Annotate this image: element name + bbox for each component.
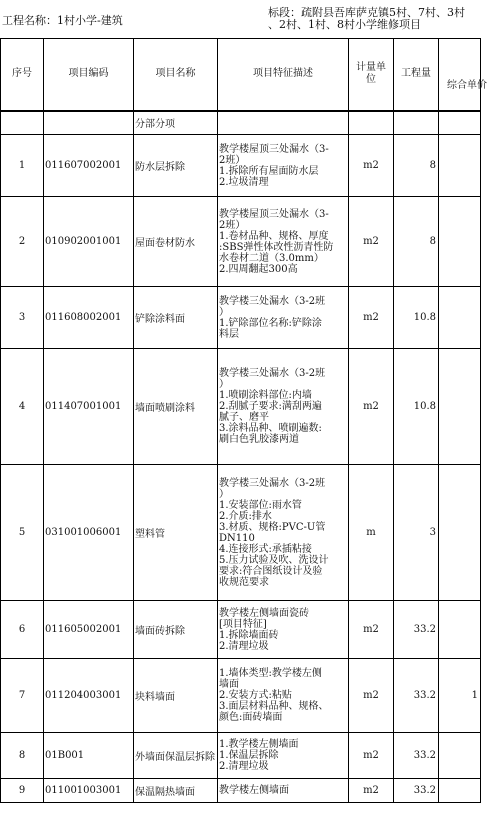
desc-line: 5.压力试验及吹、洗设计 — [219, 554, 329, 566]
desc-line: 2.四周翻起300高 — [219, 263, 298, 275]
qty-cell: 33.2 — [394, 733, 439, 779]
desc-line: 1.教学楼左侧墙面 — [219, 739, 299, 750]
unit-cell: m — [349, 465, 394, 601]
unit-cell: m2 — [349, 287, 394, 349]
name-cell: 塑料管 — [134, 465, 218, 601]
desc-line: 1.墙体类型:教学楼左侧 — [219, 668, 322, 679]
code-cell: 011607002001 — [44, 135, 134, 197]
seq-cell: 2 — [1, 197, 44, 287]
code-cell: 011407001001 — [44, 349, 134, 465]
table-row — [1, 779, 481, 803]
table-row — [1, 287, 481, 349]
desc-line: 2.介质:排水 — [219, 510, 272, 522]
table-row — [1, 465, 481, 601]
unit-cell: m2 — [349, 779, 394, 803]
desc-cell — [218, 287, 349, 349]
col-qty: 工程量 — [394, 39, 439, 111]
code-cell: 011608002001 — [44, 287, 134, 349]
qty-cell: 10.8 — [394, 349, 439, 465]
desc-line: 教学楼三处漏水（3-2班 — [219, 368, 326, 379]
desc-cell — [218, 601, 349, 659]
desc-line: 教学楼屋顶三处漏水（3- — [219, 143, 329, 155]
bill-table — [0, 38, 487, 803]
desc-cell — [218, 135, 349, 197]
seq-cell: 1 — [1, 135, 44, 197]
qty-cell: 8 — [394, 197, 439, 287]
qty-cell: 3 — [394, 465, 439, 601]
col-price: 综合单价 — [439, 39, 481, 111]
desc-cell — [218, 733, 349, 779]
code-cell: 011001003001 — [44, 779, 134, 803]
desc-line: 2.清理垃圾 — [219, 761, 269, 772]
col-seq: 序号 — [1, 39, 44, 111]
qty-cell: 33.2 — [394, 601, 439, 659]
desc-line: DN110 — [219, 532, 255, 544]
price-cell: 1 — [439, 659, 481, 733]
qty-cell: 10.8 — [394, 287, 439, 349]
desc-line: 4.连接形式:承插粘接 — [219, 543, 312, 555]
desc-cell — [218, 349, 349, 465]
desc-line: 要求:符合图纸设计及验 — [219, 565, 323, 577]
desc-line: 2.安装方式:粘贴 — [219, 690, 292, 701]
qty-cell: 8 — [394, 135, 439, 197]
seq-cell: 4 — [1, 349, 44, 465]
desc-cell — [218, 779, 349, 803]
qty-cell: 33.2 — [394, 659, 439, 733]
desc-line: 水卷材二道（3.0mm） — [219, 252, 324, 264]
desc-line: 1.保温层拆除 — [219, 750, 279, 761]
desc-line: :SBS弹性体改性沥青性防 — [219, 241, 334, 253]
price-cell — [439, 349, 481, 465]
desc-line: 收规范要求 — [219, 576, 269, 588]
seq-cell: 5 — [1, 465, 44, 601]
section-line-2: 、2村、1村、8村小学维修项目 — [268, 18, 421, 31]
seq-cell: 6 — [1, 601, 44, 659]
table-row — [1, 659, 481, 733]
name-cell: 防水层拆除 — [134, 135, 218, 197]
col-desc: 项目特征描述 — [218, 39, 349, 111]
desc-line: ） — [219, 379, 229, 390]
qty-cell: 33.2 — [394, 779, 439, 803]
desc-line: 料层 — [219, 328, 239, 340]
desc-line: 墙面 — [219, 679, 239, 690]
desc-line: 1.铲除部位名称:铲除涂 — [219, 317, 322, 329]
desc-line: 教学楼左侧墙面 — [219, 785, 289, 796]
unit-cell: m2 — [349, 349, 394, 465]
desc-line: 2班） — [219, 219, 246, 231]
desc-cell — [218, 659, 349, 733]
desc-line: 1.拆除墙面砖 — [219, 629, 279, 641]
desc-line: 3.面层材料品种、规格、 — [219, 701, 329, 712]
desc-line: 2.清理垃圾 — [219, 640, 269, 652]
name-cell: 保温隔热墙面 — [134, 779, 218, 803]
code-cell: 01B001 — [44, 733, 134, 779]
name-cell: 块料墙面 — [134, 659, 218, 733]
desc-line: 教学楼三处漏水（3-2班 — [219, 477, 326, 489]
section-line-1: 标段：疏附县吾库萨克镇5村、7村、3村 — [268, 6, 465, 19]
code-cell: 011605002001 — [44, 601, 134, 659]
name-cell: 铲除涂料面 — [134, 287, 218, 349]
desc-line: 3.材质、规格:PVC-U管 — [219, 521, 326, 533]
section-info — [268, 7, 478, 31]
name-cell: 墙面砖拆除 — [134, 601, 218, 659]
desc-line: 刷白色乳胶漆两道 — [219, 434, 299, 445]
desc-line: 颜色:面砖墙面 — [219, 712, 283, 723]
col-unit: 计量单位 — [349, 39, 394, 111]
desc-line: 2.刮腻子要求:满刮两遍 — [219, 401, 322, 412]
desc-line: 1.安装部位:雨水管 — [219, 499, 302, 511]
desc-line: 2班） — [219, 154, 246, 166]
desc-cell — [218, 465, 349, 601]
code-cell: 011204003001 — [44, 659, 134, 733]
table-row — [1, 197, 481, 287]
desc-line: ） — [219, 488, 229, 500]
price-cell — [439, 601, 481, 659]
section-label: 分部分项 — [134, 111, 218, 135]
price-cell — [439, 465, 481, 601]
price-cell — [439, 733, 481, 779]
name-cell: 墙面喷刷涂料 — [134, 349, 218, 465]
desc-line: 教学楼屋顶三处漏水（3- — [219, 208, 329, 220]
price-cell — [439, 287, 481, 349]
price-cell — [439, 197, 481, 287]
desc-line: 腻子、磨平 — [219, 412, 269, 423]
desc-line: 3.涂料品种、喷刷遍数: — [219, 423, 322, 434]
col-code: 项目编码 — [44, 39, 134, 111]
unit-cell: m2 — [349, 659, 394, 733]
desc-line: 1.喷刷涂料部位:内墙 — [219, 390, 312, 401]
unit-cell: m2 — [349, 197, 394, 287]
seq-cell: 7 — [1, 659, 44, 733]
desc-line: 2.垃圾清理 — [219, 176, 269, 188]
table-row — [1, 349, 481, 465]
table-row — [1, 135, 481, 197]
table-row — [1, 733, 481, 779]
desc-line: 1.拆除所有屋面防水层 — [219, 165, 319, 177]
seq-cell: 3 — [1, 287, 44, 349]
project-name: 工程名称：1村小学-建筑 — [2, 14, 123, 27]
unit-cell: m2 — [349, 733, 394, 779]
desc-line: 教学楼三处漏水（3-2班 — [219, 295, 326, 307]
seq-cell: 9 — [1, 779, 44, 803]
desc-cell — [218, 197, 349, 287]
desc-line: 教学楼左侧墙面瓷砖 — [219, 607, 309, 619]
col-name: 项目名称 — [134, 39, 218, 111]
code-cell: 031001006001 — [44, 465, 134, 601]
name-cell: 屋面卷材防水 — [134, 197, 218, 287]
price-cell — [439, 135, 481, 197]
price-cell — [439, 779, 481, 803]
desc-line: 1.卷材品种、规格、厚度 — [219, 230, 329, 242]
table-row — [1, 601, 481, 659]
seq-cell: 8 — [1, 733, 44, 779]
name-cell: 外墙面保温层拆除 — [134, 733, 218, 779]
unit-cell: m2 — [349, 601, 394, 659]
desc-line: [项目特征] — [219, 618, 267, 630]
unit-cell: m2 — [349, 135, 394, 197]
desc-line: ） — [219, 306, 229, 318]
code-cell: 010902001001 — [44, 197, 134, 287]
